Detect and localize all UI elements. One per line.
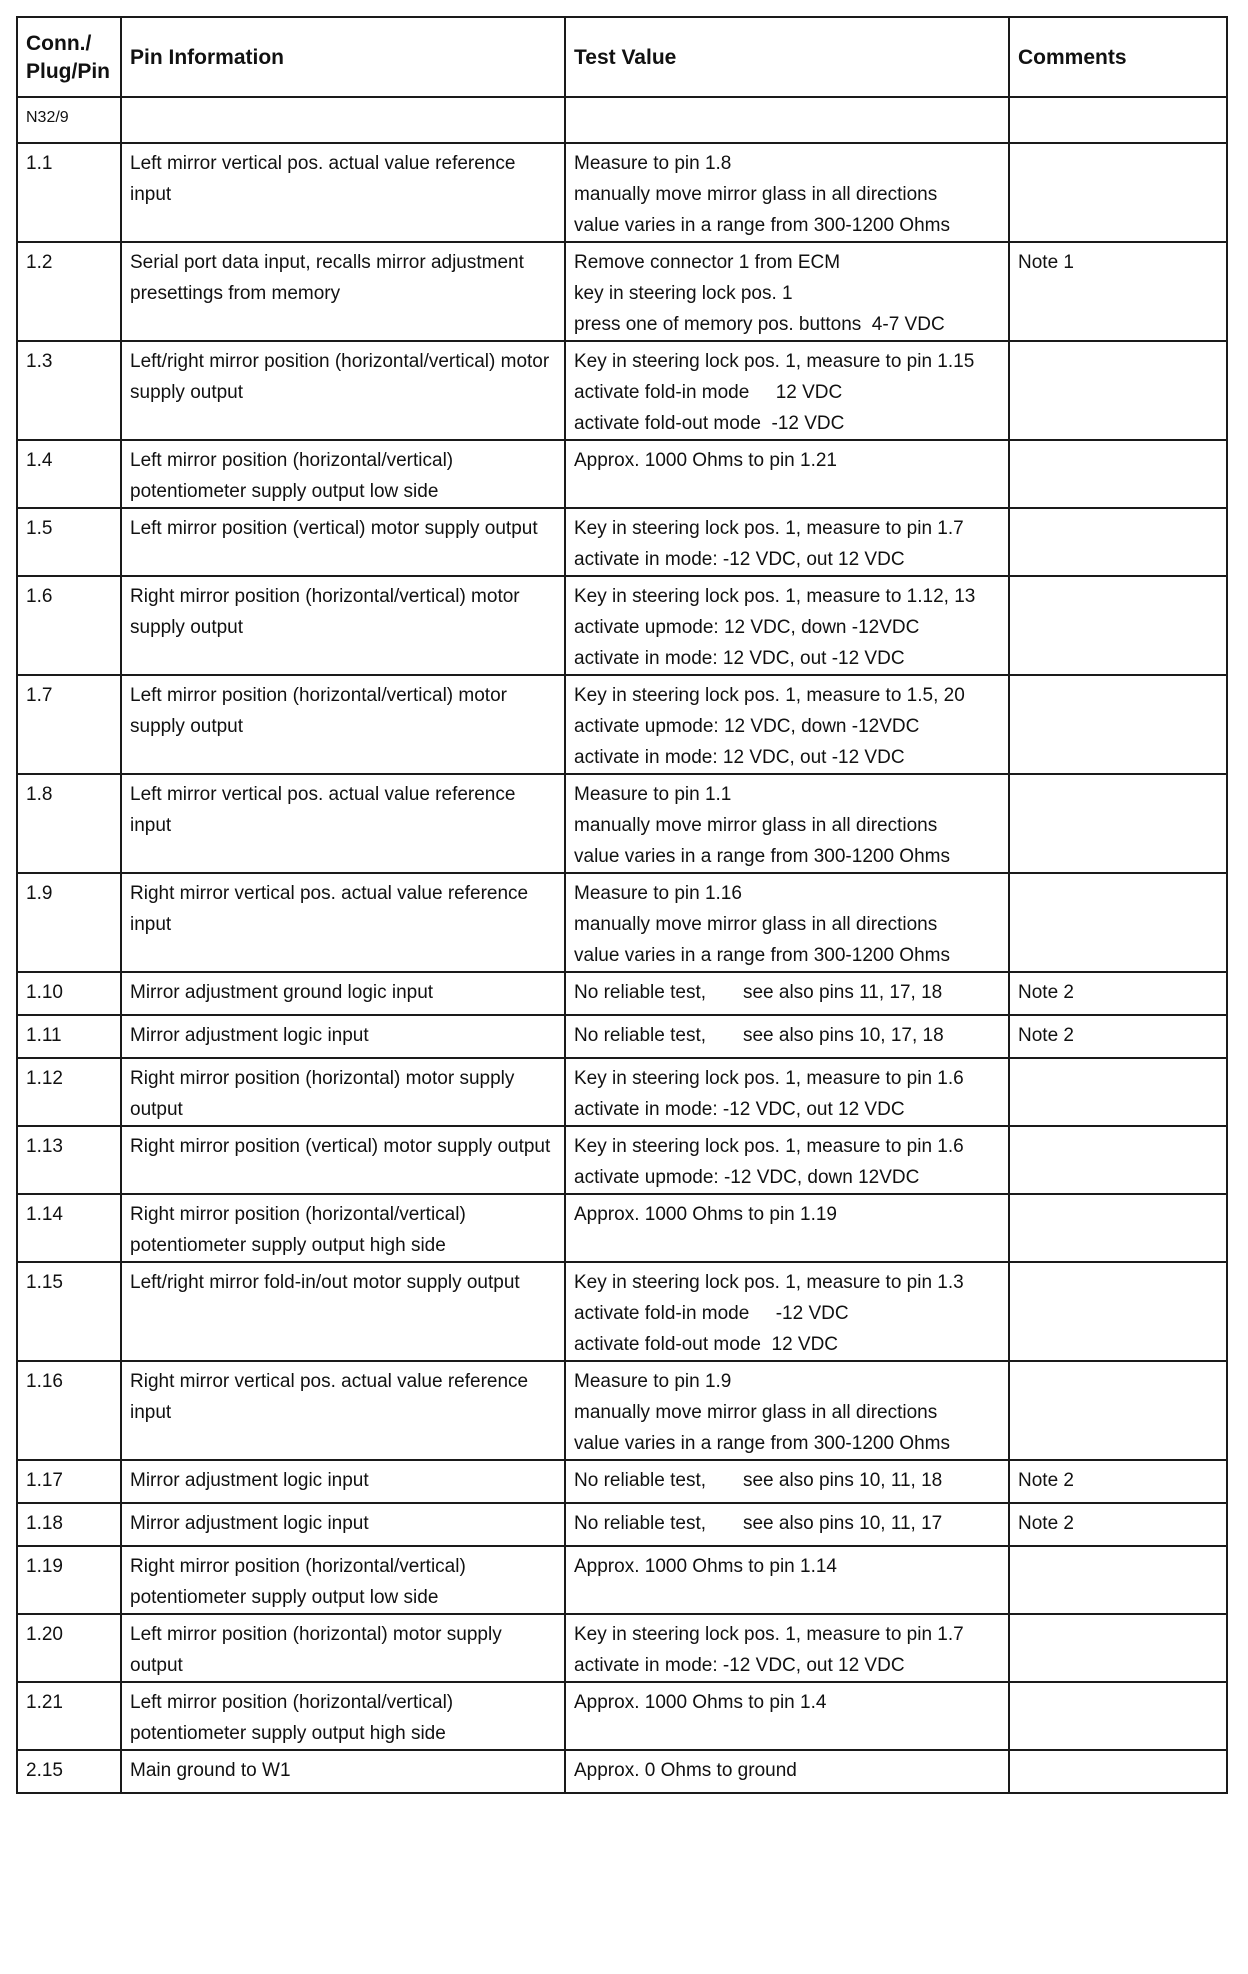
test-value-line: press one of memory pos. buttons 4-7 VDC (574, 314, 945, 335)
comment (1009, 440, 1227, 508)
pin-information: Left mirror vertical pos. actual value reference input (121, 143, 565, 242)
comment: Note 2 (1009, 1015, 1227, 1058)
table-row (17, 1460, 1227, 1503)
test-value (565, 1058, 1009, 1126)
test-value-line: Key in steering lock pos. 1, measure to pin 1.6 (574, 1136, 964, 1157)
comment (1009, 508, 1227, 576)
pin-information: Right mirror position (horizontal/vertical) potentiometer supply output high side (121, 1194, 565, 1262)
pin-information: Left mirror position (horizontal/vertical) potentiometer supply output high side (121, 1682, 565, 1750)
test-value (565, 1682, 1009, 1750)
pin-test-table (16, 16, 1228, 1794)
pin-number: 1.9 (17, 873, 121, 972)
test-value-line: activate fold-out mode -12 VDC (574, 413, 845, 434)
pin-information: Left mirror vertical pos. actual value reference input (121, 774, 565, 873)
pin-table-page (16, 16, 1226, 1794)
test-value-line: Approx. 1000 Ohms to pin 1.4 (574, 1692, 827, 1713)
test-value-line: value varies in a range from 300-1200 Ohms (574, 945, 950, 966)
test-value-line: Approx. 1000 Ohms to pin 1.19 (574, 1204, 837, 1225)
table-row (17, 1546, 1227, 1614)
test-value-line: Measure to pin 1.16 (574, 883, 742, 904)
pin-number: 1.4 (17, 440, 121, 508)
comment (1009, 1361, 1227, 1460)
table-row (17, 440, 1227, 508)
table-row (17, 1262, 1227, 1361)
pin-information: Left/right mirror position (horizontal/vertical) motor supply output (121, 341, 565, 440)
table-row (17, 576, 1227, 675)
comment (1009, 341, 1227, 440)
test-value-line: Key in steering lock pos. 1, measure to pin 1.15 (574, 351, 975, 372)
test-value (565, 774, 1009, 873)
table-row (17, 774, 1227, 873)
pin-information: Left mirror position (horizontal/vertical) motor supply output (121, 675, 565, 774)
test-value (565, 1503, 1009, 1546)
pin-number: 1.21 (17, 1682, 121, 1750)
connector-test-empty (565, 97, 1009, 143)
table-row (17, 143, 1227, 242)
test-value-line: Key in steering lock pos. 1, measure to 1.12, 13 (574, 586, 976, 607)
pin-number: 1.3 (17, 341, 121, 440)
pin-number: 1.18 (17, 1503, 121, 1546)
pin-number: 1.20 (17, 1614, 121, 1682)
pin-information: Left mirror position (horizontal/vertical) potentiometer supply output low side (121, 440, 565, 508)
pin-information: Mirror adjustment logic input (121, 1460, 565, 1503)
test-value (565, 143, 1009, 242)
table-row (17, 1058, 1227, 1126)
test-value-line: Key in steering lock pos. 1, measure to pin 1.7 (574, 1624, 964, 1645)
pin-information: Left/right mirror fold-in/out motor supply output (121, 1262, 565, 1361)
pin-information: Right mirror vertical pos. actual value reference input (121, 873, 565, 972)
table-row (17, 873, 1227, 972)
test-value-line: manually move mirror glass in all directions (574, 1402, 938, 1423)
pin-information: Mirror adjustment logic input (121, 1015, 565, 1058)
table-row (17, 1194, 1227, 1262)
pin-number: 1.1 (17, 143, 121, 242)
test-value-line: activate fold-out mode 12 VDC (574, 1334, 839, 1355)
connector-row (17, 97, 1227, 143)
test-value-line: activate upmode: -12 VDC, down 12VDC (574, 1167, 920, 1188)
pin-number: 1.16 (17, 1361, 121, 1460)
test-value (565, 1194, 1009, 1262)
comment: Note 1 (1009, 242, 1227, 341)
test-value-line: value varies in a range from 300-1200 Ohms (574, 846, 950, 867)
test-value-line: No reliable test, see also pins 10, 17, 18 (574, 1025, 944, 1046)
test-value-line: Measure to pin 1.1 (574, 784, 732, 805)
header-pin-information: Pin Information (121, 17, 565, 97)
pin-number: 1.11 (17, 1015, 121, 1058)
comment: Note 2 (1009, 1460, 1227, 1503)
connector-info-empty (121, 97, 565, 143)
header-test-value: Test Value (565, 17, 1009, 97)
pin-information: Right mirror position (horizontal/vertical) potentiometer supply output low side (121, 1546, 565, 1614)
test-value (565, 1614, 1009, 1682)
pin-number: 2.15 (17, 1750, 121, 1793)
test-value-line: Key in steering lock pos. 1, measure to pin 1.3 (574, 1272, 964, 1293)
pin-number: 1.17 (17, 1460, 121, 1503)
table-row (17, 1503, 1227, 1546)
comment (1009, 873, 1227, 972)
connector-label: N32/9 (17, 97, 121, 143)
test-value (565, 508, 1009, 576)
table-row (17, 1750, 1227, 1793)
pin-information: Main ground to W1 (121, 1750, 565, 1793)
comment (1009, 1058, 1227, 1126)
test-value (565, 1750, 1009, 1793)
test-value (565, 1015, 1009, 1058)
test-value (565, 242, 1009, 341)
test-value (565, 675, 1009, 774)
test-value-line: Approx. 0 Ohms to ground (574, 1760, 797, 1781)
test-value-line: manually move mirror glass in all directions (574, 815, 938, 836)
pin-number: 1.2 (17, 242, 121, 341)
test-value-line: activate upmode: 12 VDC, down -12VDC (574, 716, 920, 737)
test-value-line: Approx. 1000 Ohms to pin 1.21 (574, 450, 837, 471)
header-conn-plug-pin: Conn./ Plug/Pin (17, 17, 121, 97)
test-value (565, 1126, 1009, 1194)
test-value (565, 873, 1009, 972)
test-value-line: Key in steering lock pos. 1, measure to 1.5, 20 (574, 685, 965, 706)
table-row (17, 508, 1227, 576)
comment (1009, 1682, 1227, 1750)
table-row (17, 1682, 1227, 1750)
table-row (17, 1361, 1227, 1460)
comment (1009, 774, 1227, 873)
test-value-line: Key in steering lock pos. 1, measure to pin 1.7 (574, 518, 964, 539)
test-value (565, 1361, 1009, 1460)
comment (1009, 1194, 1227, 1262)
test-value-line: activate in mode: -12 VDC, out 12 VDC (574, 549, 905, 570)
connector-comment-empty (1009, 97, 1227, 143)
table-row (17, 1126, 1227, 1194)
pin-information: Mirror adjustment logic input (121, 1503, 565, 1546)
test-value-line: Measure to pin 1.9 (574, 1371, 732, 1392)
test-value-line: No reliable test, see also pins 10, 11, 17 (574, 1513, 943, 1534)
test-value-line: Remove connector 1 from ECM (574, 252, 841, 273)
comment: Note 2 (1009, 972, 1227, 1015)
table-row (17, 1614, 1227, 1682)
test-value (565, 440, 1009, 508)
comment (1009, 1262, 1227, 1361)
test-value-line: activate in mode: -12 VDC, out 12 VDC (574, 1655, 905, 1676)
pin-number: 1.12 (17, 1058, 121, 1126)
test-value-line: No reliable test, see also pins 10, 11, 18 (574, 1470, 943, 1491)
test-value-line: activate in mode: -12 VDC, out 12 VDC (574, 1099, 905, 1120)
table-row (17, 675, 1227, 774)
table-row (17, 341, 1227, 440)
pin-information: Right mirror vertical pos. actual value reference input (121, 1361, 565, 1460)
test-value-line: activate in mode: 12 VDC, out -12 VDC (574, 648, 905, 669)
test-value (565, 576, 1009, 675)
comment (1009, 1614, 1227, 1682)
test-value-line: Measure to pin 1.8 (574, 153, 732, 174)
header-comments: Comments (1009, 17, 1227, 97)
pin-information: Left mirror position (horizontal) motor supply output (121, 1614, 565, 1682)
pin-number: 1.13 (17, 1126, 121, 1194)
test-value (565, 972, 1009, 1015)
pin-information: Right mirror position (horizontal) motor supply output (121, 1058, 565, 1126)
test-value-line: value varies in a range from 300-1200 Ohms (574, 1433, 950, 1454)
pin-information: Right mirror position (horizontal/vertical) motor supply output (121, 576, 565, 675)
test-value-line: No reliable test, see also pins 11, 17, 18 (574, 982, 943, 1003)
comment (1009, 1546, 1227, 1614)
pin-information: Right mirror position (vertical) motor supply output (121, 1126, 565, 1194)
test-value-line: Approx. 1000 Ohms to pin 1.14 (574, 1556, 837, 1577)
pin-number: 1.10 (17, 972, 121, 1015)
pin-number: 1.7 (17, 675, 121, 774)
comment (1009, 576, 1227, 675)
test-value-line: manually move mirror glass in all directions (574, 184, 938, 205)
test-value-line: activate fold-in mode -12 VDC (574, 1303, 849, 1324)
pin-information: Mirror adjustment ground logic input (121, 972, 565, 1015)
test-value-line: key in steering lock pos. 1 (574, 283, 793, 304)
pin-number: 1.8 (17, 774, 121, 873)
table-header-row (17, 17, 1227, 97)
test-value-line: activate upmode: 12 VDC, down -12VDC (574, 617, 920, 638)
comment (1009, 675, 1227, 774)
test-value (565, 1546, 1009, 1614)
pin-number: 1.19 (17, 1546, 121, 1614)
table-row (17, 1015, 1227, 1058)
pin-number: 1.5 (17, 508, 121, 576)
pin-information: Left mirror position (vertical) motor supply output (121, 508, 565, 576)
test-value (565, 341, 1009, 440)
table-row (17, 972, 1227, 1015)
test-value-line: Key in steering lock pos. 1, measure to pin 1.6 (574, 1068, 964, 1089)
comment (1009, 1750, 1227, 1793)
comment (1009, 1126, 1227, 1194)
pin-number: 1.14 (17, 1194, 121, 1262)
table-row (17, 242, 1227, 341)
test-value (565, 1262, 1009, 1361)
pin-number: 1.15 (17, 1262, 121, 1361)
pin-number: 1.6 (17, 576, 121, 675)
test-value-line: activate in mode: 12 VDC, out -12 VDC (574, 747, 905, 768)
pin-information: Serial port data input, recalls mirror adjustment presettings from memory (121, 242, 565, 341)
comment: Note 2 (1009, 1503, 1227, 1546)
comment (1009, 143, 1227, 242)
test-value (565, 1460, 1009, 1503)
test-value-line: value varies in a range from 300-1200 Ohms (574, 215, 950, 236)
test-value-line: activate fold-in mode 12 VDC (574, 382, 843, 403)
test-value-line: manually move mirror glass in all directions (574, 914, 938, 935)
